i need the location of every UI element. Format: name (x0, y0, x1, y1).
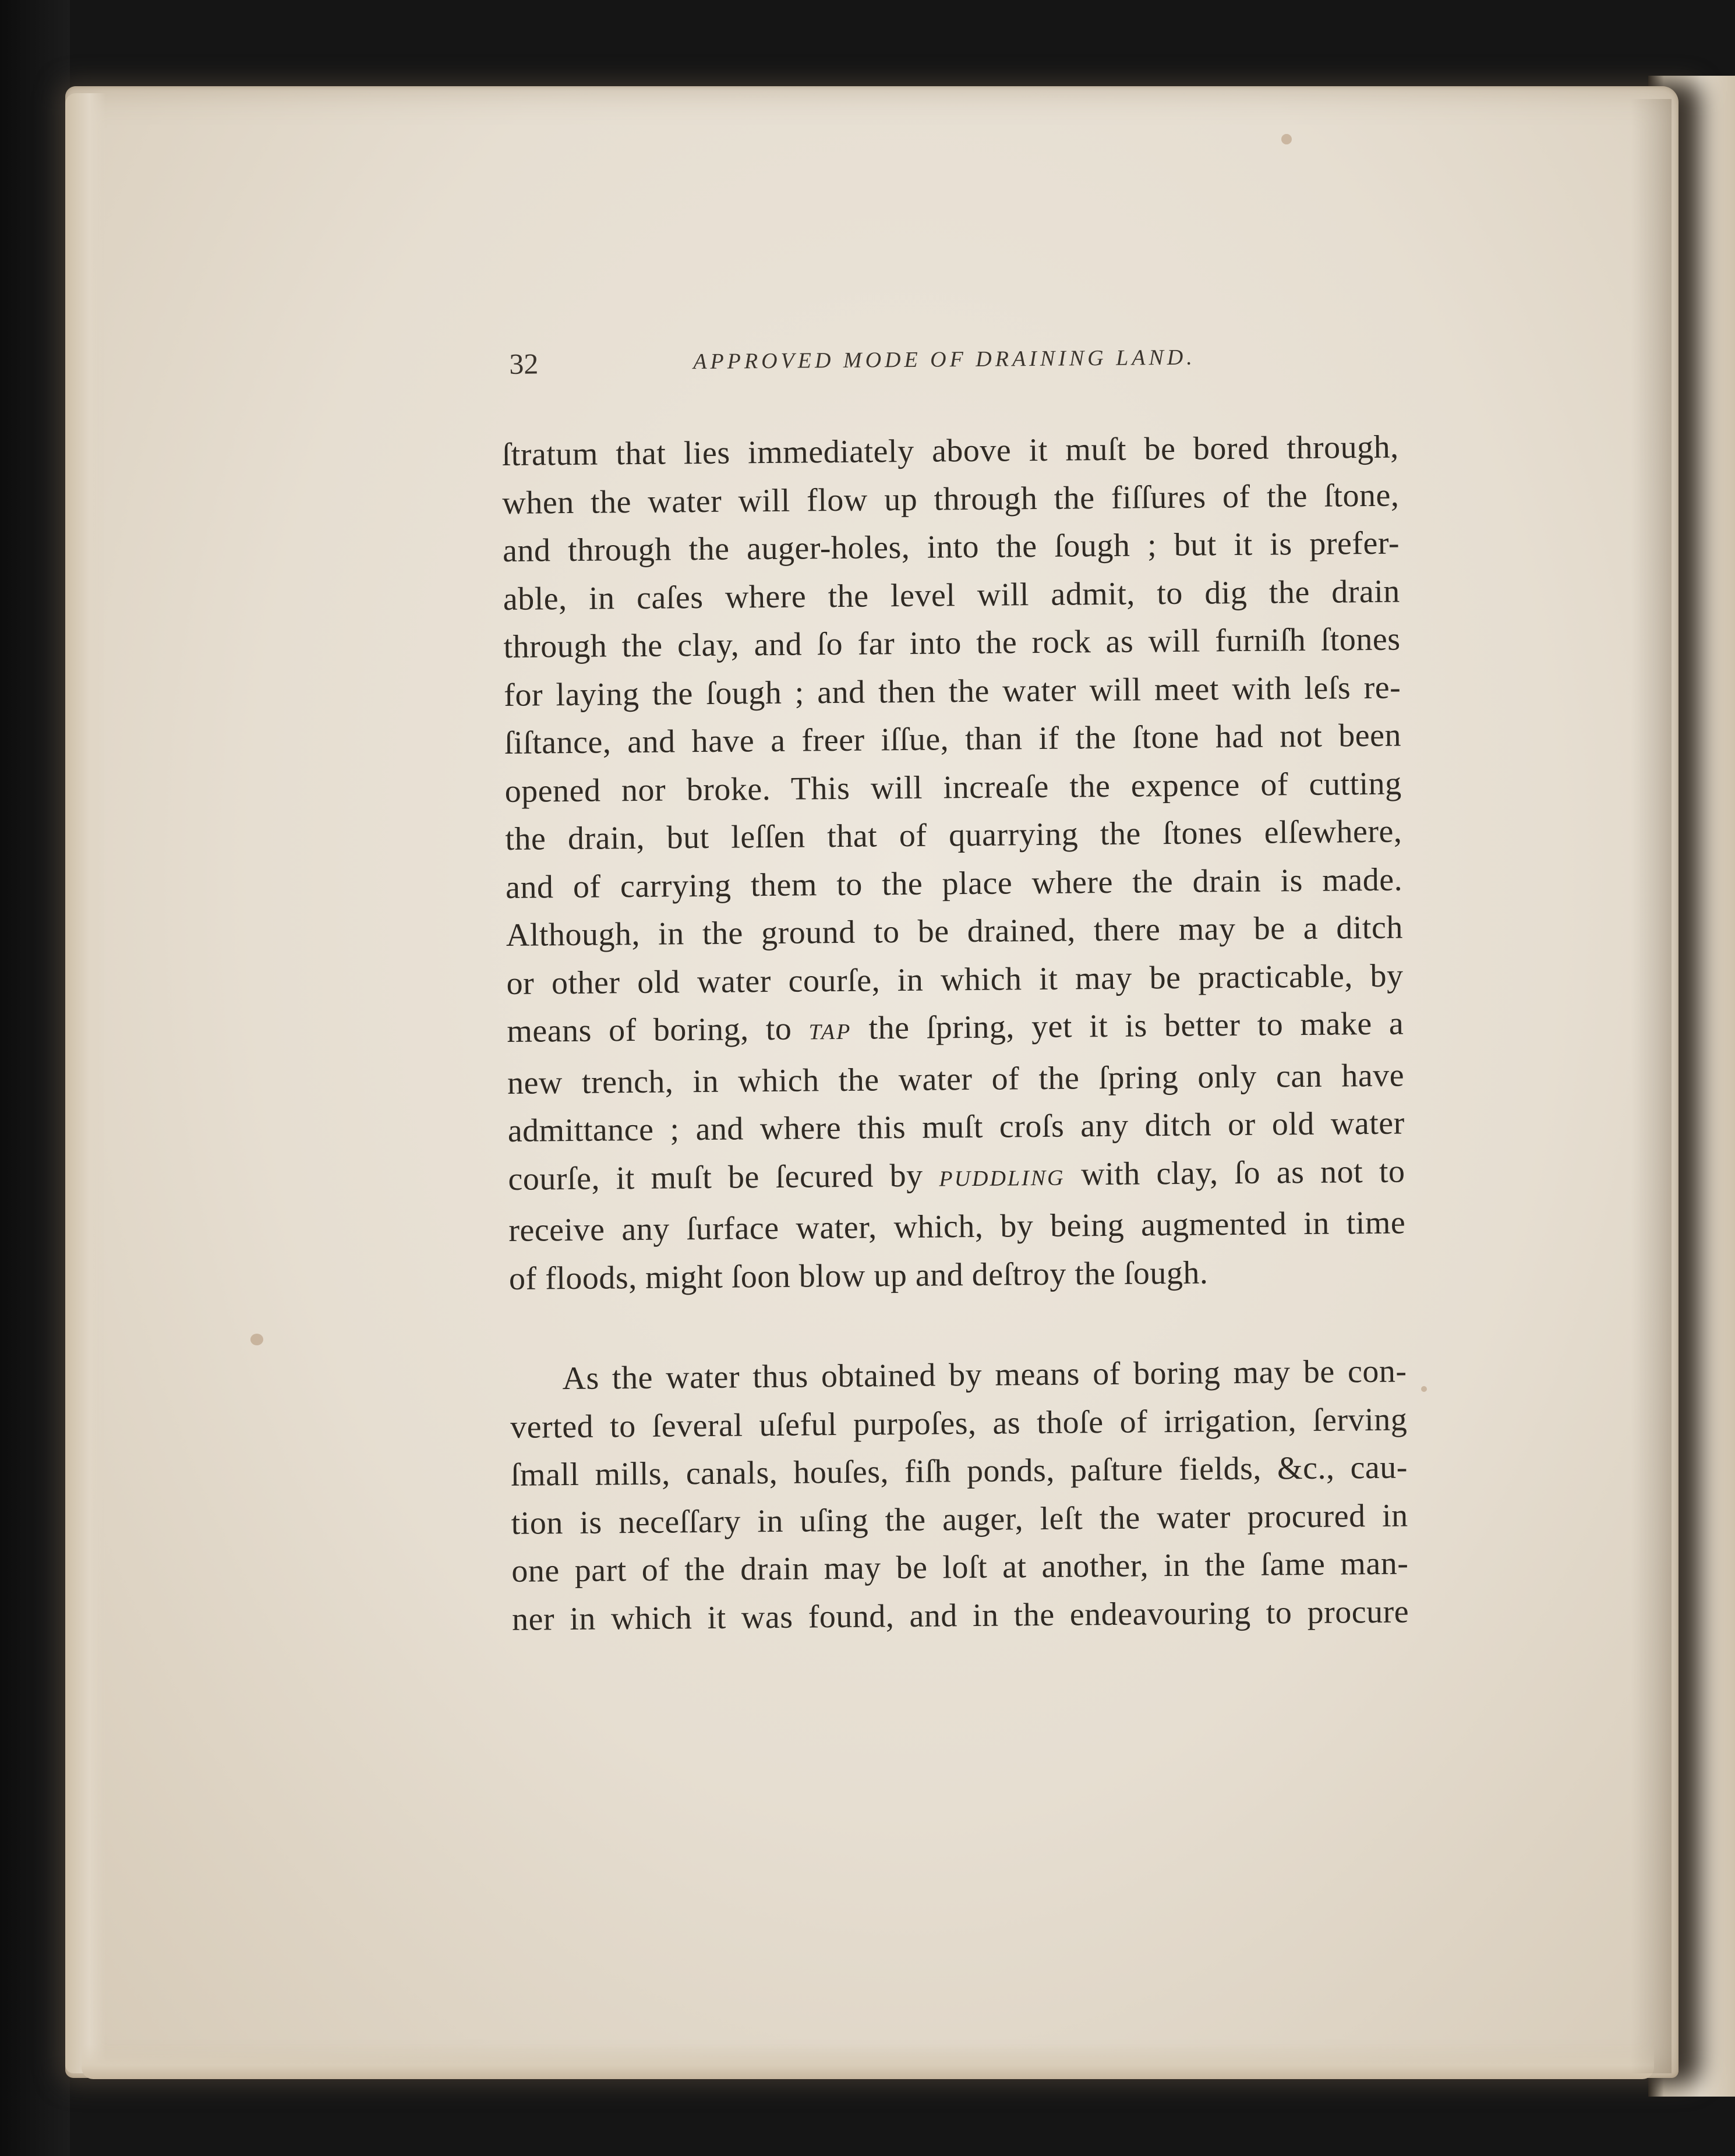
emphasis-word: TAP (808, 1019, 852, 1045)
page-edge-bottom (82, 2044, 1654, 2079)
text-line: ſiſtance, and have a freer iſſue, than if the ſtone had not been (504, 717, 1402, 761)
text-line: one part of the drain may be loſt at another, in the ſame man- (511, 1545, 1409, 1589)
text-line: ner in which it was found, and in the endeavouring to procure (511, 1593, 1409, 1638)
text-line: opened nor broke. This will increaſe the expence of cutting (504, 765, 1402, 810)
text-line: for laying the ſough ; and then the water will meet with leſs re- (503, 669, 1401, 713)
text-line: As the water thus obtained by means of boring may be con- (562, 1353, 1407, 1397)
page-gutter (1631, 99, 1672, 2073)
emphasis-word: PUDDLING (939, 1165, 1065, 1191)
text-line: Although, in the ground to be drained, there may be a ditch (506, 909, 1404, 953)
text-line: of floods, might ſoon blow up and deſtroy the ſough. (508, 1254, 1209, 1297)
running-title: APPROVED MODE OF DRAINING LAND. (693, 345, 1196, 374)
foxing-spot (1421, 1386, 1427, 1392)
text-line: when the water will flow up through the fiſſures of the ſtone, (502, 477, 1400, 521)
text-block (501, 336, 1409, 1643)
text-line: through the clay, and ſo far into the rock as will furniſh ſtones (503, 621, 1401, 665)
paragraph-2 (510, 1347, 1409, 1643)
text-line: able, in caſes where the level will admit, to dig the drain (503, 573, 1401, 617)
text-line: admittance ; and where this muſt croſs any ditch or old water (507, 1105, 1405, 1149)
text-line: ſmall mills, canals, houſes, fiſh ponds, paſture fields, &c., cau- (510, 1449, 1408, 1493)
running-head (501, 336, 1398, 390)
text-line: means of boring, to TAP the ſpring, yet it is better to make a (507, 1005, 1404, 1049)
page-number: 32 (509, 347, 539, 380)
text-line: courſe, it muſt be ſecured by PUDDLING with clay, ſo as not to (508, 1153, 1405, 1197)
text-line: the drain, but leſſen that of quarrying the ſtones elſewhere, (505, 813, 1402, 857)
text-line: verted to ſeveral uſeful purpoſes, as thoſe of irrigation, ſerving (510, 1401, 1408, 1445)
text-line: tion is neceſſary in uſing the auger, leſt the water procured in (511, 1497, 1408, 1542)
foxing-spot (250, 1334, 263, 1345)
page-edge-left (65, 93, 106, 2073)
foxing-spot (1281, 134, 1292, 144)
paragraph-gap (509, 1295, 1407, 1355)
text-line: ſtratum that lies immediately above it muſt be bored through, (501, 429, 1399, 473)
text-line: or other old water courſe, in which it may be practicable, by (506, 957, 1404, 1002)
text-line: new trench, in which the water of the ſpring only can have (507, 1057, 1405, 1101)
text-line: receive any ſurface water, which, by being augmented in time (508, 1204, 1406, 1249)
text-line: and through the auger-holes, into the ſough ; but it is prefer- (502, 525, 1400, 569)
paragraph-1 (501, 423, 1406, 1303)
text-line: and of carrying them to the place where the drain is made. (505, 861, 1403, 906)
